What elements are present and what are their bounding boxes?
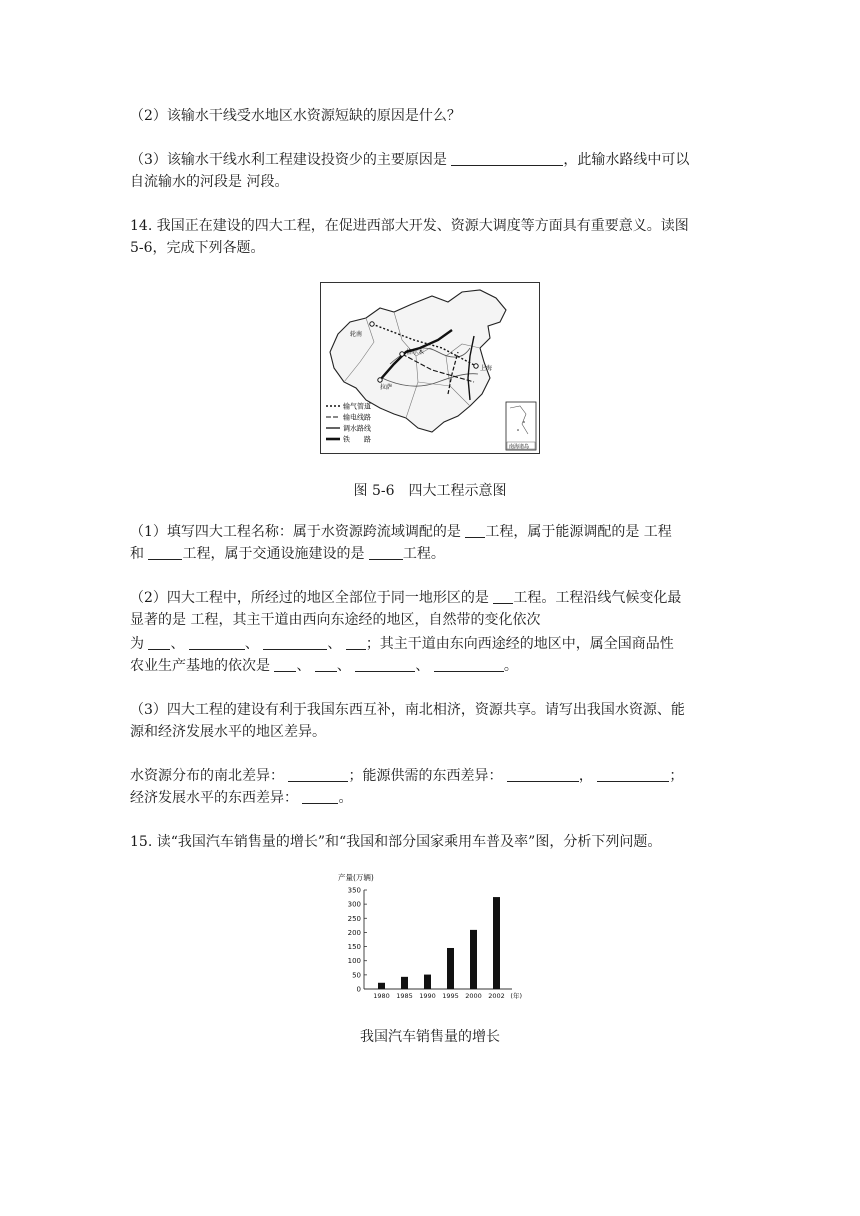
q15-stem: 15. 读“我国汽车销售量的增长”和“我国和部分国家乘用车普及率”图，分析下列问题。 xyxy=(130,834,662,850)
q14-water-energy-line: 水资源分布的南北差异： ；能源供需的东西差异： ， ； xyxy=(130,768,684,784)
answer-blank[interactable] xyxy=(434,657,504,672)
legend-railway: 铁 路 xyxy=(343,435,371,444)
x-axis-unit: (年) xyxy=(510,992,522,1000)
answer-blank[interactable] xyxy=(274,657,296,672)
answer-blank[interactable] xyxy=(355,657,415,672)
south-sea-inset xyxy=(506,402,536,450)
bar-1990 xyxy=(424,975,431,989)
legend-water: 调水路线 xyxy=(343,424,371,433)
bar-1985 xyxy=(401,977,408,989)
answer-blank[interactable] xyxy=(189,635,245,650)
bar-1980 xyxy=(378,983,385,989)
bar-2000 xyxy=(470,930,477,989)
y-tick-label: 350 xyxy=(347,886,361,895)
answer-blank[interactable] xyxy=(315,657,337,672)
y-tick-label: 150 xyxy=(347,943,361,952)
answer-blank[interactable] xyxy=(369,545,403,560)
x-tick-label: 1995 xyxy=(442,992,459,1000)
y-tick-label: 200 xyxy=(347,928,361,937)
q14-sub1-line2: 和 工程，属于交通设施建设的是 工程。 xyxy=(130,546,445,562)
legend-power: 输电线路 xyxy=(343,413,371,422)
answer-blank[interactable] xyxy=(451,151,563,166)
x-tick-label: 2002 xyxy=(488,992,505,1000)
map-label-golmud: 格尔木 xyxy=(406,349,425,356)
answer-blank[interactable] xyxy=(148,635,170,650)
q14-sub3-line1: （3）四大工程的建设有利于我国东西互补，南北相济，资源共享。请写出我国水资源、能 xyxy=(130,702,685,718)
map-label-lhasa: 拉萨 xyxy=(380,384,393,391)
x-tick-label: 1985 xyxy=(396,992,413,1000)
q14-stem-line2: 5-6，完成下列各题。 xyxy=(130,240,265,256)
q14-sub3-line2: 源和经济发展水平的地区差异。 xyxy=(130,724,326,740)
q14-sub2-line1: （2）四大工程中，所经过的地区全部位于同一地形区的是 工程。工程沿线气候变化最 xyxy=(130,590,682,606)
q13-sub3-line1: （3）该输水干线水利工程建设投资少的主要原因是 ，此输水路线中可以 xyxy=(130,152,690,168)
q14-sub2-line3: 为 、 、 、 ；其主干道由东向西途经的地区中，属全国商品性 xyxy=(130,636,674,652)
answer-blank[interactable] xyxy=(302,789,338,804)
q14-sub2-line2: 显著的是 工程，其主干道由西向东途经的地区，自然带的变化依次 xyxy=(130,612,541,628)
y-tick-label: 300 xyxy=(347,900,361,909)
answer-blank[interactable] xyxy=(465,523,485,538)
answer-blank[interactable] xyxy=(288,767,348,782)
answer-blank[interactable] xyxy=(263,635,327,650)
y-tick-label: 50 xyxy=(352,971,361,980)
map-label-shanghai: 上海 xyxy=(480,365,493,372)
car-sales-bar-chart xyxy=(336,870,526,1002)
x-tick-label: 1980 xyxy=(373,992,390,1000)
x-tick-label: 1990 xyxy=(419,992,436,1000)
answer-blank[interactable] xyxy=(148,545,182,560)
q13-sub3-line2: 自流输水的河段是 河段。 xyxy=(130,174,289,190)
four-projects-map xyxy=(320,282,540,454)
y-axis-label: 产量(万辆) xyxy=(338,873,374,882)
y-tick-label: 100 xyxy=(347,957,361,966)
figure-caption-5-6: 图 5-6 四大工程示意图 xyxy=(353,483,507,499)
x-tick-label: 2000 xyxy=(465,992,482,1000)
answer-blank[interactable] xyxy=(493,589,513,604)
y-tick-label: 0 xyxy=(356,985,361,994)
bar-1995 xyxy=(447,948,454,989)
q13-sub2: （2）该输水干线受水地区水资源短缺的原因是什么？ xyxy=(130,108,461,124)
q14-sub1-line1: （1）填写四大工程名称：属于水资源跨流域调配的是 工程，属于能源调配的是 工程 xyxy=(130,524,672,540)
answer-blank[interactable] xyxy=(507,767,579,782)
inset-label: 南海诸岛 xyxy=(509,444,530,450)
chart-caption: 我国汽车销售量的增长 xyxy=(360,1029,500,1045)
legend-gas: 输气管道 xyxy=(343,402,371,411)
bar-2002 xyxy=(493,897,500,989)
y-tick-label: 250 xyxy=(347,914,361,923)
q14-sub2-line4: 农业生产基地的依次是 、 、 、 。 xyxy=(130,658,518,674)
q14-stem-line1: 14. 我国正在建设的四大工程，在促进西部大开发、资源大调度等方面具有重要意义。读图 xyxy=(130,218,689,234)
q14-economy-line: 经济发展水平的东西差异： 。 xyxy=(130,790,353,806)
answer-blank[interactable] xyxy=(597,767,669,782)
map-label-lunnan: 轮南 xyxy=(350,331,363,338)
answer-blank[interactable] xyxy=(346,635,366,650)
